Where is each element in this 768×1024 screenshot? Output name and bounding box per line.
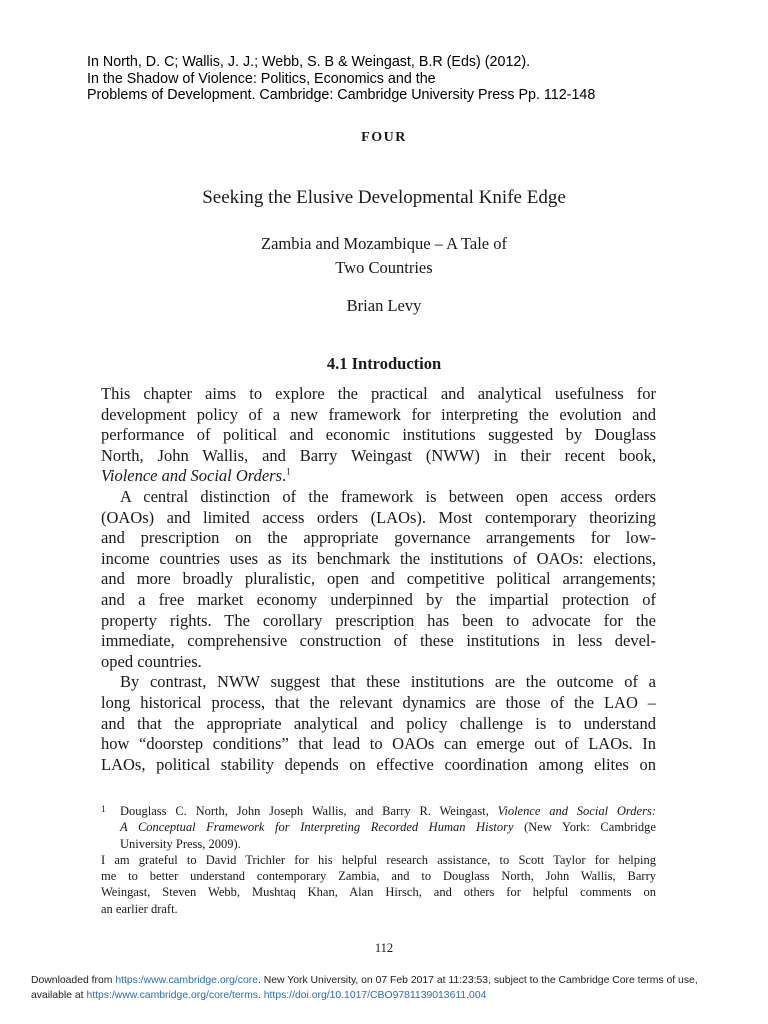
footnote-1-line-1 [120, 803, 656, 819]
fn1-authors: Douglass C. North, John Joseph Wallis, and Barry R. Weingast, [120, 804, 498, 818]
fn1-title-part1: Violence and Social Orders: [497, 804, 656, 818]
p3-line: LAOs, political stability depends on effective coordination among elites on [101, 754, 656, 774]
p2-line: A central distinction of the framework is between open access orders [120, 486, 656, 506]
p3-line: long historical process, that the relevant dynamics are those of the LAO – [101, 692, 656, 712]
citation-line-3: Problems of Development. Cambridge: Cambridge University Press Pp. 112-148 [87, 87, 596, 103]
footnotes [101, 803, 656, 917]
page-number: 112 [374, 941, 394, 955]
p1-line: This chapter aims to explore the practical and analytical usefulness for [101, 384, 656, 403]
download-middle: . New York University, on 07 Feb 2017 at 11:23:53, subject to the Cambridge Core terms of use, [257, 975, 698, 986]
p1-end: . [282, 466, 287, 486]
chapter-number: FOUR [361, 130, 407, 145]
subtitle-line-1: Zambia and Mozambique – A Tale of [261, 234, 507, 253]
footnote-ref-1[interactable]: 1 [286, 466, 291, 477]
ack-line: I am grateful to David Trichler for his helpful research assistance, to Scott Taylor for helping [101, 852, 656, 867]
p2-line: oped countries. [101, 651, 202, 671]
p3-line: By contrast, NWW suggest that these institutions are the outcome of a [120, 672, 656, 692]
p2-line: property rights. The corollary prescription has been to advocate for the [101, 610, 656, 630]
citation-line-2: In the Shadow of Violence: Politics, Economics and the [87, 70, 436, 87]
download-line2-prefix: available at [31, 989, 87, 1001]
p2-line: (OAOs) and limited access orders (LAOs). Most contemporary theorizing [101, 507, 656, 527]
book-title: Violence and Social Orders [101, 466, 283, 486]
ack-line: Weingast, Steven Webb, Mushtaq Khan, Alan Hirsch, and others for helpful comments on [101, 885, 656, 900]
p2-line: and more broadly pluralistic, open and competitive political arrangements; [101, 569, 656, 589]
subtitle-line-2: Two Countries [335, 258, 433, 277]
fn1-title-part2: A Conceptual Framework for Interpreting Recorded Human History [120, 820, 514, 835]
p1-line: performance of political and economic institutions suggested by Douglass [101, 425, 656, 445]
footnote-1-line-2 [120, 819, 656, 835]
p2-line: immediate, comprehensive construction of these institutions in less devel- [101, 631, 656, 651]
download-line-2 [31, 989, 761, 1004]
footnote-1 [101, 803, 656, 852]
cambridge-core-link[interactable]: https:/www.cambridge.org/core [115, 975, 258, 986]
chapter-title: Seeking the Elusive Developmental Knife Edge [202, 187, 566, 208]
acknowledgements [101, 852, 656, 917]
p2-line: income countries uses as its benchmark the institutions of OAOs: elections, [101, 548, 656, 568]
p2-line: and prescription on the appropriate governance arrangements for low- [101, 528, 656, 548]
chapter-subtitle [0, 232, 768, 280]
p3-line: and that the appropriate analytical and policy challenge is to understand [101, 713, 656, 733]
p1-line: development policy of a new framework for interpreting the evolution and [101, 404, 656, 424]
download-prefix: Downloaded from [31, 975, 116, 986]
download-sep: . [257, 989, 264, 1001]
download-notice [31, 974, 761, 1003]
section-heading: 4.1 Introduction [326, 354, 442, 373]
p3-line: how “doorstep conditions” that lead to OAOs can emerge out of LAOs. In [101, 734, 656, 754]
download-line-1 [31, 974, 761, 989]
doi-link[interactable]: https://doi.org/10.1017/CBO9781139013611.004 [263, 989, 487, 1001]
footnote-1-line-3: University Press, 2009). [120, 836, 241, 851]
p1-line: North, John Wallis, and Barry Weingast (NWW) in their recent book, [101, 445, 656, 465]
ack-line: me to better understand contemporary Zambia, and to Douglass North, John Wallis, Barry [101, 869, 656, 884]
p2-line: and a free market economy underpinned by the impartial protection of [101, 589, 656, 609]
ack-line: an earlier draft. [101, 901, 178, 916]
footnote-mark: 1 [101, 805, 106, 815]
body-text [101, 384, 656, 775]
author-name: Brian Levy [346, 296, 422, 315]
citation-header [87, 54, 747, 104]
p1-last-line [101, 466, 656, 487]
fn1-publisher: (New York: Cambridge [513, 820, 656, 835]
terms-link[interactable]: https:/www.cambridge.org/core/terms [86, 989, 258, 1001]
citation-line-1: In North, D. C; Wallis, J. J.; Webb, S. B & Weingast, B.R (Eds) (2012). [87, 54, 531, 70]
